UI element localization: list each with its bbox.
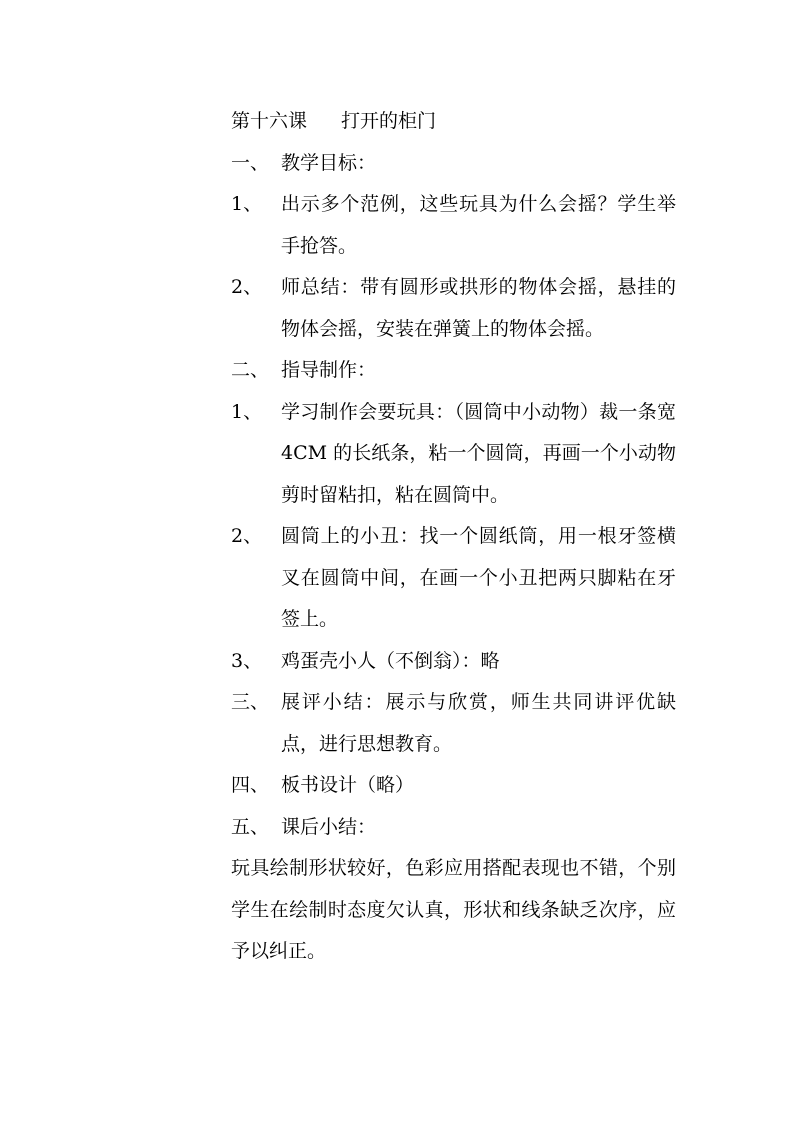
section-marker: 三、 xyxy=(231,691,270,713)
lesson-name: 打开的柜门 xyxy=(341,110,437,132)
item-marker: 2、 xyxy=(231,525,263,547)
lesson-title xyxy=(231,101,681,143)
section-text: 指导制作： xyxy=(281,359,377,381)
list-item xyxy=(231,184,681,267)
item-marker: 1、 xyxy=(231,400,263,423)
section-heading-summary xyxy=(231,807,681,849)
item-marker: 3、 xyxy=(231,649,263,672)
section-heading-review xyxy=(231,682,681,765)
section-marker: 五、 xyxy=(231,815,270,838)
section-text: 板书设计（略） xyxy=(281,774,415,796)
item-marker: 2、 xyxy=(231,276,263,298)
list-item xyxy=(231,392,681,517)
item-text: 鸡蛋壳小人（不倒翁）：略 xyxy=(281,649,500,672)
section-text: 展评小结：展示与欣赏，师生共同讲评优缺点，进行思想教育。 xyxy=(281,691,676,755)
item-text: 出示多个范例，这些玩具为什么会摇？学生举手抢答。 xyxy=(281,193,676,257)
lesson-plan-content xyxy=(231,101,681,973)
section-heading-objectives xyxy=(231,143,681,185)
section-text: 课后小结： xyxy=(281,815,377,838)
list-item xyxy=(231,267,681,350)
item-text: 师总结：带有圆形或拱形的物体会摇，悬挂的物体会摇，安装在弹簧上的物体会摇。 xyxy=(281,276,676,340)
section-marker: 二、 xyxy=(231,359,270,381)
section-text: 教学目标： xyxy=(281,151,377,174)
item-marker: 1、 xyxy=(231,193,263,215)
section-heading-board-design xyxy=(231,765,681,807)
section-marker: 四、 xyxy=(231,774,270,796)
section-marker: 一、 xyxy=(231,151,270,174)
lesson-number: 第十六课 xyxy=(231,110,308,132)
item-text: 学习制作会要玩具：（圆筒中小动物）裁一条宽 4CM 的长纸条，粘一个圆筒，再画一个小动物剪时留粘扣，粘在圆筒中。 xyxy=(281,400,676,506)
list-item xyxy=(231,516,681,641)
closing-paragraph: 玩具绘制形状较好，色彩应用搭配表现也不错，个别学生在绘制时态度欠认真，形状和线条缺乏次序，应予以纠正。 xyxy=(231,857,676,962)
list-item xyxy=(231,641,681,683)
item-text: 圆筒上的小丑：找一个圆纸筒，用一根牙签横叉在圆筒中间，在画一个小丑把两只脚粘在牙签上。 xyxy=(281,525,676,630)
section-heading-guidance xyxy=(231,350,681,392)
